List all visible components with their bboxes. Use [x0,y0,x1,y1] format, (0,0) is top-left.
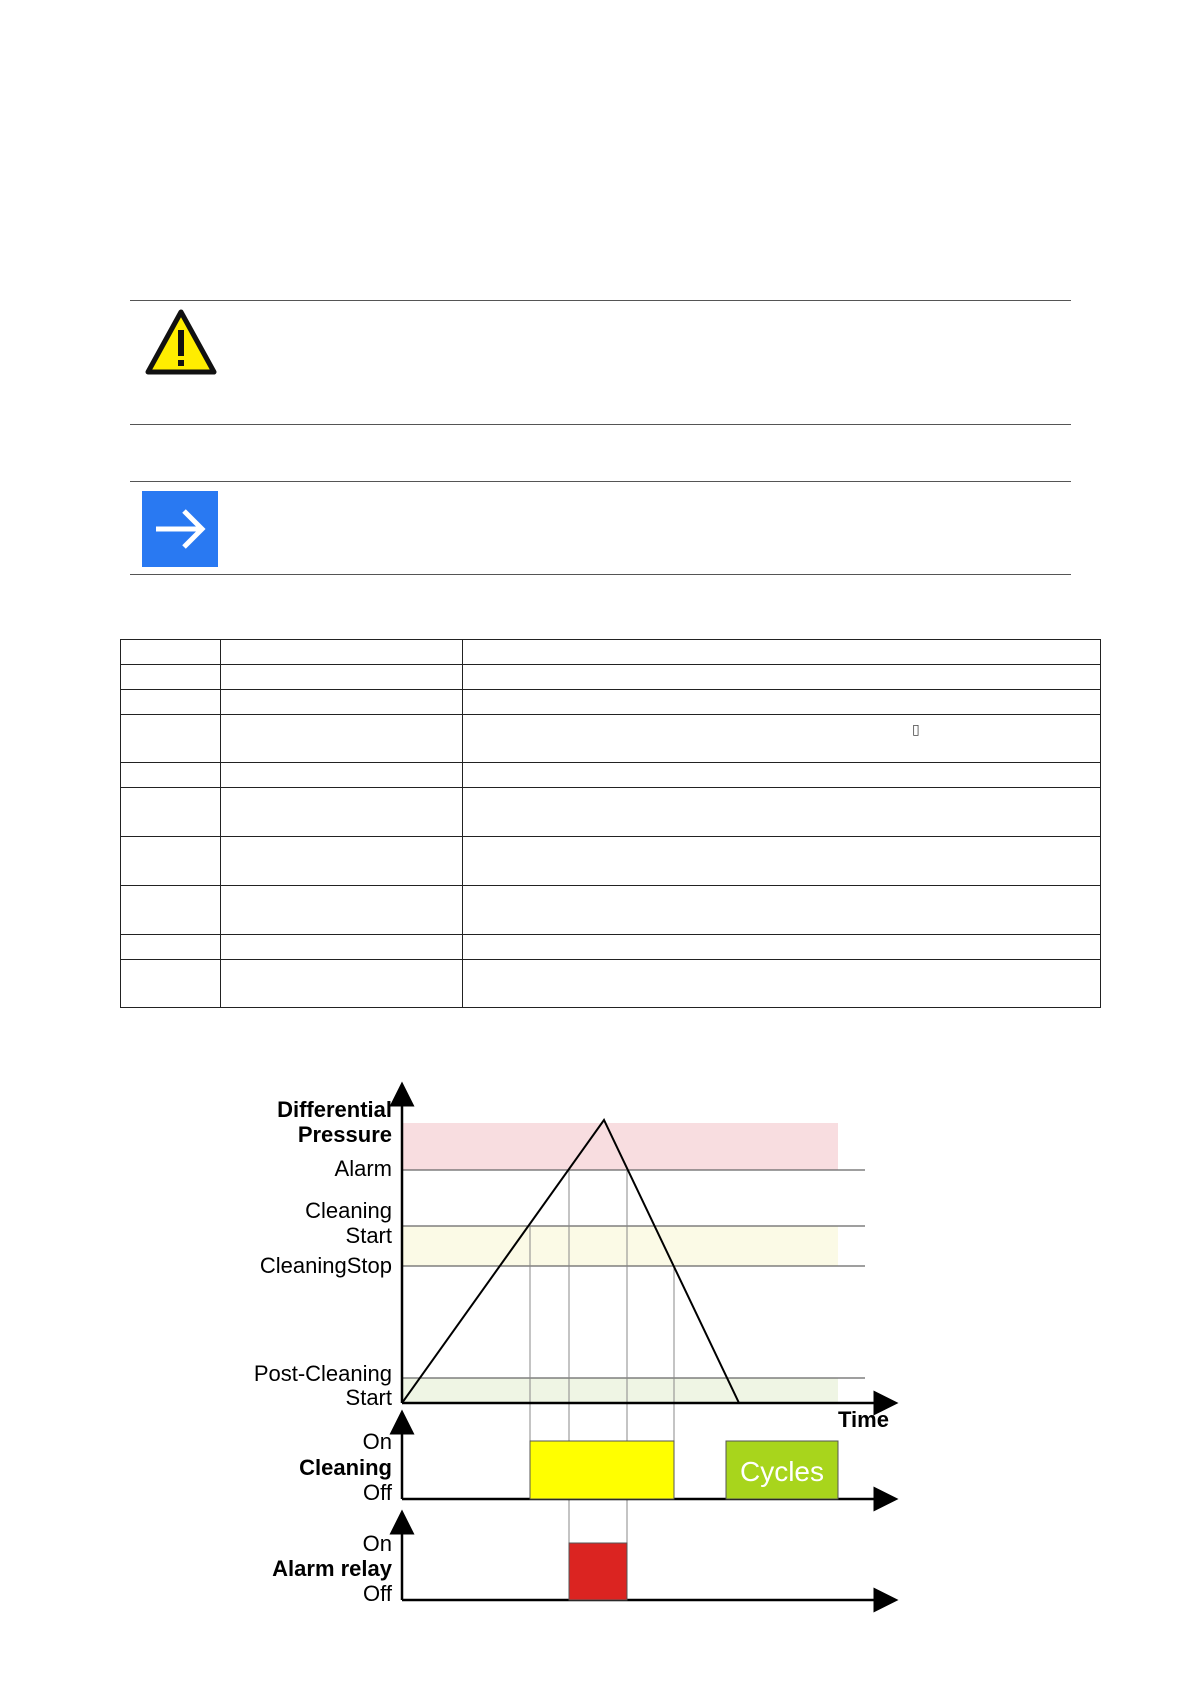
cleaning-axis-label: Cleaning [299,1455,392,1480]
placeholder-glyph: ▯ [912,721,920,737]
cleaning-on-block [530,1441,674,1499]
cleaning-stop-label: CleaningStop [259,1253,392,1278]
post-cleaning-label-line1: Post-Cleaning [253,1361,392,1386]
cleaning-zone [402,1226,838,1266]
alarm-relay-axis-label: Alarm relay [272,1556,392,1581]
time-axis-label: Time [838,1407,889,1432]
alarm-off-label: Off [363,1581,392,1606]
cleaning-start-label-line2: Start [345,1223,392,1248]
cleaning-on-label: On [362,1429,392,1454]
cycles-label: Cycles [739,1456,825,1487]
alarm-zone [402,1123,838,1170]
cleaning-start-label-line1: Cleaning [305,1198,392,1223]
pressure-axis-label-line1: Differential [277,1097,392,1122]
alarm-level-label: Alarm [334,1156,392,1181]
alarm-on-label: On [362,1531,392,1556]
pressure-axis-label-line2: Pressure [297,1122,392,1147]
cleaning-off-label: Off [363,1480,392,1505]
post-cleaning-label-line2: Start [345,1385,392,1410]
alarm-relay-on-block [569,1543,627,1600]
post-cleaning-zone [402,1378,838,1403]
